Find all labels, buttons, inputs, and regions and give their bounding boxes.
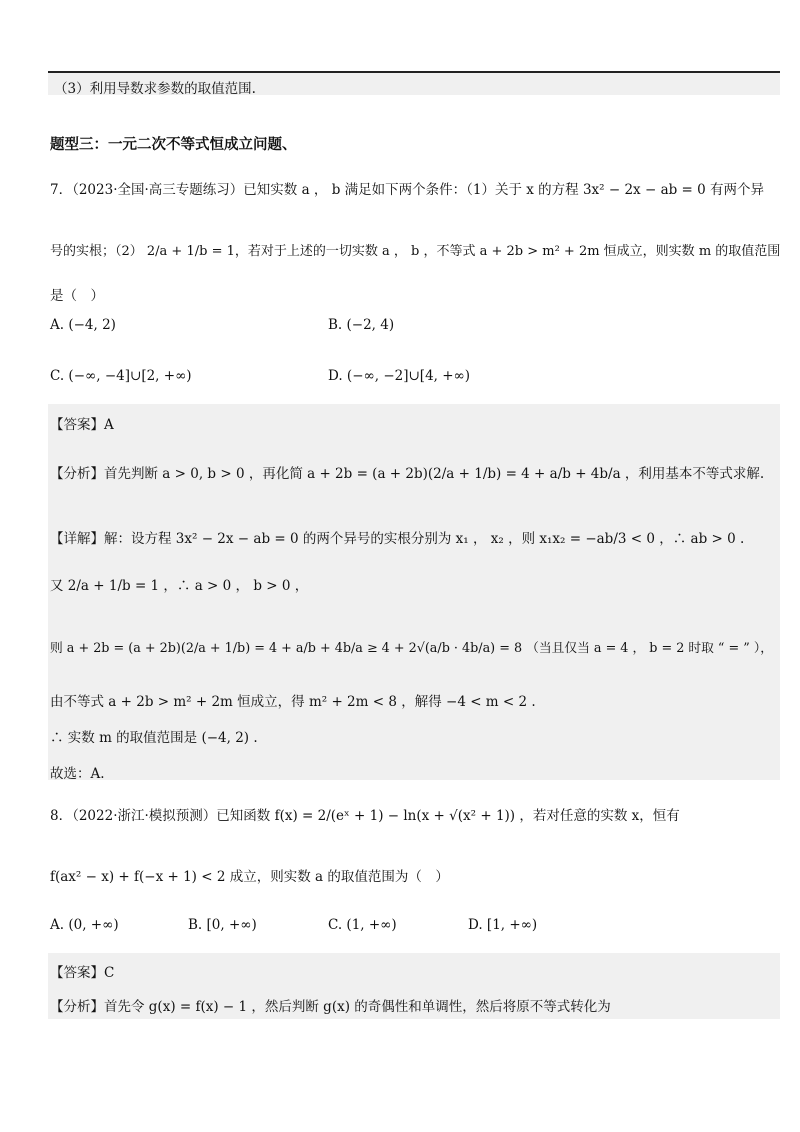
q7-detail-3: 则 a + 2b = (a + 2b)(2/a + 1/b) = 4 + a/b + 4b/a ≥ 4 + 2√(a/b · 4b/a) = 8 （当且仅当 a = 4 ， b = 2 时取 “ = ” ）， — [50, 641, 773, 656]
q7-option-c: C. (−∞, −4]∪[2, +∞) — [50, 368, 192, 384]
q8-line1: 8．（2022·浙江·模拟预测）已知函数 f(x) = 2/(eˣ + 1) − ln(x + √(x² + 1)) ，若对任意的实数 x，恒有 — [50, 808, 680, 824]
q8-line2: f(ax² − x) + f(−x + 1) < 2 成立，则实数 a 的取值范围为（ ） — [50, 869, 449, 885]
q7-option-d: D. (−∞, −2]∪[4, +∞) — [328, 368, 471, 384]
q7-line3: 是（ ） — [50, 288, 104, 304]
q7-detail-2: 又 2/a + 1/b = 1 ，∴ a > 0 ， b > 0 ， — [50, 578, 309, 594]
q8-option-a: A. (0, +∞) — [50, 917, 119, 933]
q8-option-d: D. [1, +∞) — [468, 917, 538, 933]
q7-line2: 号的实根；（2） 2/a + 1/b = 1，若对于上述的一切实数 a ， b ，不等式 a + 2b > m² + 2m 恒成立，则实数 m 的取值范围 — [50, 244, 781, 259]
q7-option-b: B. (−2, 4) — [328, 317, 395, 333]
section-title: 题型三：一元二次不等式恒成立问题、 — [50, 137, 297, 153]
q8-analysis: 【分析】首先令 g(x) = f(x) − 1 ，然后判断 g(x) 的奇偶性和单调性，然后将原不等式转化为 — [50, 999, 611, 1015]
q7-detail-4: 由不等式 a + 2b > m² + 2m 恒成立，得 m² + 2m < 8 ，解得 −4 < m < 2 . — [50, 694, 536, 710]
q7-answer: 【答案】A — [50, 417, 114, 433]
q8-option-b: B. [0, +∞) — [188, 917, 257, 933]
q7-detail-5: ∴ 实数 m 的取值范围是 (−4, 2) . — [50, 730, 258, 746]
q7-analysis: 【分析】首先判断 a > 0, b > 0 ，再化简 a + 2b = (a + 2b)(2/a + 1/b) = 4 + a/b + 4b/a ，利用基本不等式求解. — [50, 466, 765, 482]
q7-line1: 7．（2023·全国·高三专题练习）已知实数 a ， b 满足如下两个条件：（1）关于 x 的方程 3x² − 2x − ab = 0 有两个异 — [50, 182, 765, 198]
q7-detail-1: 【详解】解：设方程 3x² − 2x − ab = 0 的两个异号的实根分别为 x₁ ， x₂ ，则 x₁x₂ = −ab/3 < 0 ，∴ ab > 0 . — [50, 531, 745, 547]
q7-option-a: A. (−4, 2) — [50, 317, 116, 333]
top-note: （3）利用导数求参数的取值范围. — [54, 81, 256, 97]
q7-detail-6: 故选：A. — [50, 766, 105, 782]
q8-answer: 【答案】C — [50, 965, 115, 981]
q8-option-c: C. (1, +∞) — [328, 917, 397, 933]
